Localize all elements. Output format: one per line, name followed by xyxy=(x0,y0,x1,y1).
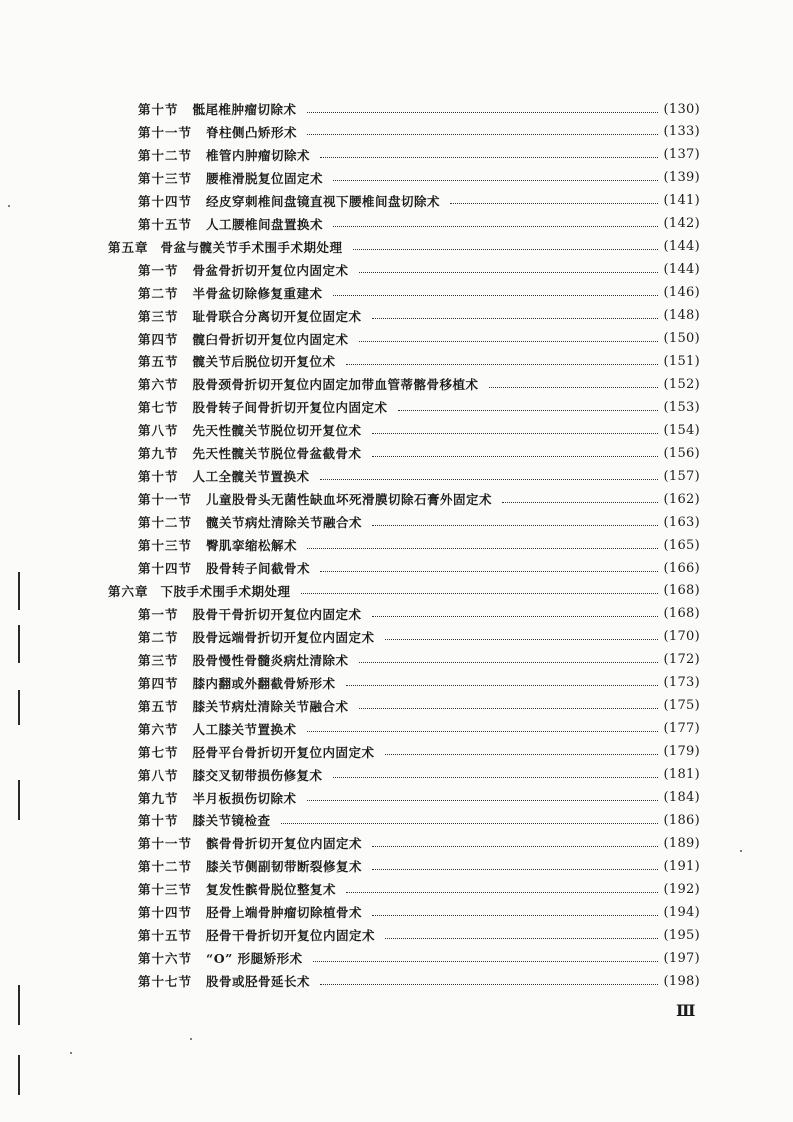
section-number: 第七节 xyxy=(138,400,179,416)
page-reference: (156) xyxy=(663,445,700,461)
section-title: 经皮穿刺椎间盘镜直视下腰椎间盘切除术 xyxy=(206,193,441,209)
dot-leader xyxy=(320,984,658,985)
scan-margin-mark xyxy=(18,572,20,610)
section-number: 第八节 xyxy=(138,767,179,783)
dot-leader xyxy=(353,249,658,250)
scan-speck xyxy=(190,1038,192,1040)
section-number: 第十七节 xyxy=(138,974,193,990)
scan-margin-mark xyxy=(18,780,20,820)
scan-margin-mark xyxy=(18,690,20,725)
section-title: 脊柱侧凸矫形术 xyxy=(206,124,298,140)
section-number: 第五节 xyxy=(138,698,179,714)
section-number: 第十二节 xyxy=(138,515,193,531)
toc-section-entry xyxy=(138,879,700,899)
toc-chapter-entry xyxy=(108,237,700,257)
section-title: 股骨颈骨折切开复位内固定加带血管蒂髂骨移植术 xyxy=(192,377,479,393)
section-title: 骨盆骨折切开复位内固定术 xyxy=(192,262,349,278)
dot-leader xyxy=(359,662,658,663)
section-number: 第十一节 xyxy=(138,836,193,852)
dot-leader xyxy=(359,708,658,709)
dot-leader xyxy=(372,318,658,319)
chapter-title: 下肢手术围手术期处理 xyxy=(160,583,291,599)
page-reference: (186) xyxy=(663,812,700,828)
scan-speck xyxy=(70,1052,72,1054)
dot-leader xyxy=(346,685,658,686)
section-title: 髋关节后脱位切开复位术 xyxy=(192,354,336,370)
section-title: 先天性髋关节脱位骨盆截骨术 xyxy=(192,446,362,462)
page-reference: (133) xyxy=(663,124,700,140)
page-reference: (166) xyxy=(663,560,700,576)
page-reference: (191) xyxy=(663,858,700,874)
scan-speck xyxy=(740,850,742,852)
dot-leader xyxy=(489,387,658,388)
section-title: 骶尾椎肿瘤切除术 xyxy=(192,102,297,117)
section-title: 胫骨干骨折切开复位内固定术 xyxy=(206,928,376,944)
section-title: 股骨慢性骨髓炎病灶清除术 xyxy=(192,652,349,668)
toc-section-entry xyxy=(138,122,700,142)
section-title: 椎管内肿瘤切除术 xyxy=(206,147,311,163)
section-title: 人工膝关节置换术 xyxy=(192,721,297,737)
toc-section-entry xyxy=(138,397,700,417)
page-reference: (168) xyxy=(663,606,700,622)
page-reference: (144) xyxy=(663,239,700,255)
scan-margin-mark xyxy=(18,1055,20,1095)
page-reference: (151) xyxy=(663,353,700,369)
page-reference: (181) xyxy=(663,767,700,783)
dot-leader xyxy=(307,548,658,549)
section-number: 第十一节 xyxy=(138,124,193,140)
toc-section-entry xyxy=(138,535,700,555)
section-title: 膝关节侧副韧带断裂修复术 xyxy=(206,859,363,875)
dot-leader xyxy=(385,639,658,640)
page-reference: (141) xyxy=(663,193,700,209)
section-number: 第十一节 xyxy=(138,492,193,508)
dot-leader xyxy=(372,525,658,526)
page-reference: (139) xyxy=(663,170,700,186)
page-reference: (157) xyxy=(663,468,700,484)
section-number: 第十三节 xyxy=(138,538,193,554)
toc-section-entry xyxy=(138,329,700,349)
section-number: 第九节 xyxy=(138,446,179,462)
section-number: 第十三节 xyxy=(138,882,193,898)
toc-section-entry xyxy=(138,283,700,303)
section-title: 膝交叉韧带损伤修复术 xyxy=(192,767,323,783)
section-number: 第十节 xyxy=(138,813,179,829)
section-number: 第五节 xyxy=(138,354,179,370)
page-reference: (142) xyxy=(663,216,700,232)
toc-section-entry xyxy=(138,260,700,280)
section-title: 复发性髌骨脱位整复术 xyxy=(206,882,337,898)
section-number: 第二节 xyxy=(138,629,179,645)
dot-leader xyxy=(333,777,658,778)
toc-section-entry xyxy=(138,604,700,624)
dot-leader xyxy=(359,341,658,342)
toc-section-entry xyxy=(138,374,700,394)
toc-section-entry xyxy=(138,833,700,853)
section-title: 髋臼骨折切开复位内固定术 xyxy=(192,331,349,347)
dot-leader xyxy=(385,938,658,939)
dot-leader xyxy=(333,295,658,296)
toc-section-entry xyxy=(138,925,700,945)
dot-leader xyxy=(385,754,658,755)
dot-leader xyxy=(346,364,658,365)
toc-section-entry xyxy=(138,719,700,739)
dot-leader xyxy=(346,892,658,893)
section-number: 第六节 xyxy=(138,377,179,393)
section-title: 膝关节镜检查 xyxy=(192,813,271,829)
toc-section-entry xyxy=(138,512,700,532)
toc-section-entry xyxy=(138,810,700,830)
page-reference: (168) xyxy=(663,583,700,599)
section-number: 第十四节 xyxy=(138,193,193,209)
page-reference: (165) xyxy=(663,537,700,553)
section-number: 第九节 xyxy=(138,790,179,806)
chapter-number: 第五章 xyxy=(108,239,149,255)
page-reference: (192) xyxy=(663,881,700,897)
dot-leader xyxy=(320,157,658,158)
toc-section-entry xyxy=(138,673,700,693)
section-number: 第十五节 xyxy=(138,216,193,232)
section-title: 股骨或胫骨延长术 xyxy=(206,974,311,990)
section-title: 髋关节病灶清除关节融合术 xyxy=(206,515,363,531)
toc-section-entry xyxy=(138,948,700,968)
page-reference: (197) xyxy=(663,950,700,966)
section-number: 第十五节 xyxy=(138,928,193,944)
dot-leader xyxy=(307,112,658,113)
toc-section-entry xyxy=(138,971,700,991)
section-title: 臀肌挛缩松解术 xyxy=(206,538,298,554)
toc-section-entry xyxy=(138,351,700,371)
toc-section-entry xyxy=(138,788,700,808)
section-number: 第十四节 xyxy=(138,561,193,576)
page-reference: (163) xyxy=(663,514,700,530)
section-number: 第三节 xyxy=(138,652,179,668)
toc-chapter-entry xyxy=(108,581,700,601)
toc-section-entry xyxy=(138,306,700,326)
dot-leader xyxy=(372,915,658,916)
toc-section-entry xyxy=(138,168,700,188)
toc-section-entry xyxy=(138,765,700,785)
scan-speck xyxy=(8,205,10,207)
section-number: 第四节 xyxy=(138,331,179,347)
section-number: 第二节 xyxy=(138,285,179,301)
dot-leader xyxy=(333,226,658,227)
page-reference: (195) xyxy=(663,927,700,943)
toc-section-entry xyxy=(138,558,700,578)
section-title: 股骨转子间骨折切开复位内固定术 xyxy=(192,400,388,416)
toc-section-entry xyxy=(138,856,700,876)
section-title: 先天性髋关节脱位切开复位术 xyxy=(192,423,362,439)
page-reference: (170) xyxy=(663,629,700,645)
dot-leader xyxy=(372,456,658,457)
dot-leader xyxy=(372,869,658,870)
dot-leader xyxy=(372,846,658,847)
dot-leader xyxy=(307,731,658,732)
page-reference: (189) xyxy=(663,835,700,851)
dot-leader xyxy=(372,433,658,434)
section-title: 耻骨联合分离切开复位固定术 xyxy=(192,308,362,324)
section-title: 髌骨骨折切开复位内固定术 xyxy=(206,836,363,852)
dot-leader xyxy=(307,134,658,135)
page-reference: (144) xyxy=(663,262,700,278)
toc-section-entry xyxy=(138,420,700,440)
section-number: 第十节 xyxy=(138,469,179,485)
dot-leader xyxy=(320,571,658,572)
section-title: 人工全髋关节置换术 xyxy=(192,469,310,485)
toc-section-entry xyxy=(138,191,700,211)
section-number: 第十四节 xyxy=(138,905,193,921)
page-reference: (146) xyxy=(663,285,700,301)
page-reference: (172) xyxy=(663,652,700,668)
toc-section-entry xyxy=(138,696,700,716)
section-number: 第四节 xyxy=(138,675,179,691)
section-number: 第三节 xyxy=(138,308,179,324)
toc-section-entry xyxy=(138,145,700,165)
dot-leader xyxy=(313,961,658,962)
section-number: 第十六节 xyxy=(138,951,193,967)
toc-section-entry xyxy=(138,443,700,463)
chapter-title: 骨盆与髋关节手术围手术期处理 xyxy=(160,239,343,255)
page-reference: (179) xyxy=(663,744,700,760)
section-number: 第十三节 xyxy=(138,170,193,186)
page-reference: (154) xyxy=(663,422,700,438)
section-title: “O” 形腿矫形术 xyxy=(206,951,303,967)
section-number: 第十二节 xyxy=(138,859,193,875)
dot-leader xyxy=(301,593,658,594)
page-reference: (177) xyxy=(663,721,700,737)
chapter-number: 第六章 xyxy=(108,583,149,599)
section-number: 第六节 xyxy=(138,721,179,737)
dot-leader xyxy=(450,203,658,204)
page-reference: (153) xyxy=(663,399,700,415)
section-title: 胫骨平台骨折切开复位内固定术 xyxy=(192,744,375,760)
dot-leader xyxy=(333,180,658,181)
page-reference: (162) xyxy=(663,491,700,507)
section-title: 半月板损伤切除术 xyxy=(192,790,297,806)
toc-section-entry xyxy=(138,627,700,647)
dot-leader xyxy=(359,272,658,273)
toc-section-entry xyxy=(138,650,700,670)
page-number: Ⅲ xyxy=(676,1001,696,1020)
dot-leader xyxy=(320,479,658,480)
toc-section-entry xyxy=(138,902,700,922)
page-reference: (137) xyxy=(663,147,700,163)
page-reference: (173) xyxy=(663,675,700,691)
page-reference: (150) xyxy=(663,331,700,346)
section-title: 膝内翻或外翻截骨矫形术 xyxy=(192,675,336,691)
section-title: 股骨远端骨折切开复位内固定术 xyxy=(192,629,375,645)
toc-section-entry xyxy=(138,99,700,119)
page-reference: (130) xyxy=(663,101,700,117)
dot-leader xyxy=(307,800,658,801)
section-title: 膝关节病灶清除关节融合术 xyxy=(192,698,349,714)
page-reference: (194) xyxy=(663,904,700,920)
toc-section-entry xyxy=(138,742,700,762)
page-reference: (152) xyxy=(663,376,700,392)
section-number: 第十二节 xyxy=(138,147,193,163)
dot-leader xyxy=(502,502,658,503)
section-number: 第八节 xyxy=(138,423,179,439)
section-number: 第一节 xyxy=(138,262,179,278)
section-title: 股骨干骨折切开复位内固定术 xyxy=(192,606,362,622)
section-title: 胫骨上端骨肿瘤切除植骨术 xyxy=(206,905,363,921)
scan-margin-mark xyxy=(18,985,20,1025)
toc-section-entry xyxy=(138,466,700,486)
section-number: 第十节 xyxy=(138,102,179,117)
section-title: 股骨转子间截骨术 xyxy=(206,561,311,576)
section-title: 腰椎滑脱复位固定术 xyxy=(206,170,324,186)
dot-leader xyxy=(281,823,658,824)
page-reference: (175) xyxy=(663,698,700,714)
toc-section-entry xyxy=(138,489,700,509)
page-reference: (198) xyxy=(663,973,700,989)
section-number: 第七节 xyxy=(138,744,179,760)
toc-section-entry xyxy=(138,214,700,234)
page-reference: (184) xyxy=(663,790,700,805)
section-title: 儿童股骨头无菌性缺血坏死滑膜切除石膏外固定术 xyxy=(206,492,493,508)
scan-margin-mark xyxy=(18,625,20,663)
dot-leader xyxy=(398,410,658,411)
section-title: 人工腰椎间盘置换术 xyxy=(206,216,324,232)
section-title: 半骨盆切除修复重建术 xyxy=(192,285,323,301)
dot-leader xyxy=(372,616,658,617)
page-reference: (148) xyxy=(663,308,700,324)
section-number: 第一节 xyxy=(138,606,179,622)
